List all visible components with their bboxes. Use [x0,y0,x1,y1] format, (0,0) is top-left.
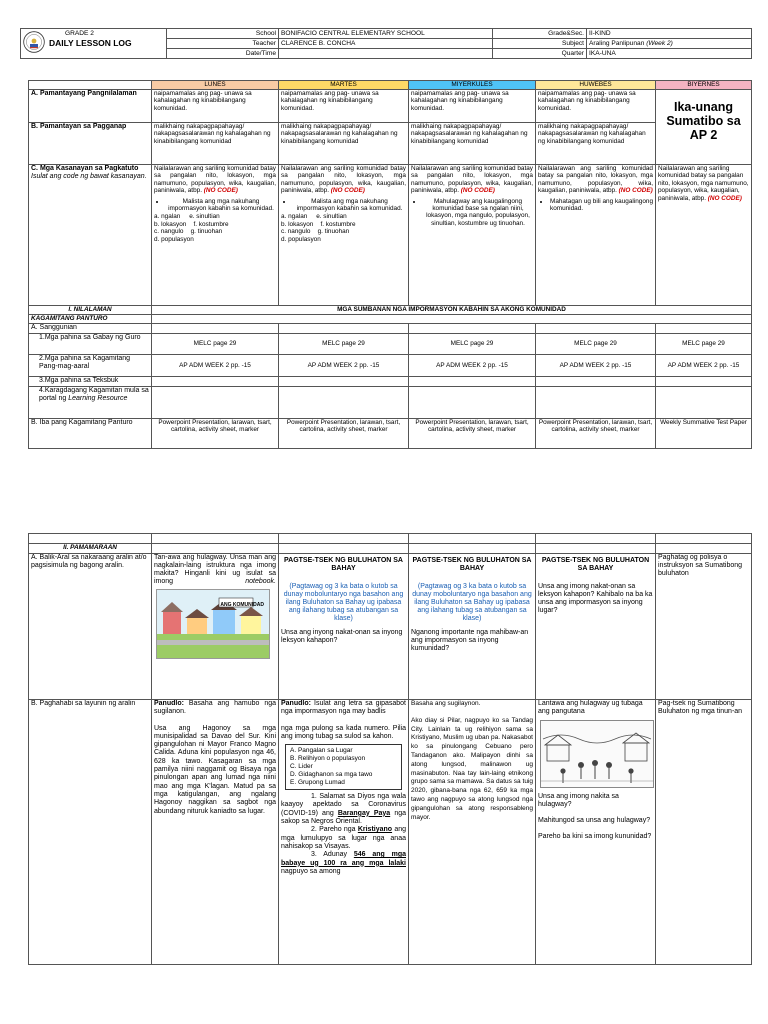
datetime-value [279,49,493,59]
community-illustration [156,589,270,659]
item-2-underlined: Kristiyano [357,826,393,834]
competency-thu [536,165,656,306]
competency-text: Nailalarawan ang sariling komunidad batay sa pangalan nito, lokasyon, mga namumuno, populasyon, wika, kaugalian, paniniwala, atbp. [411,165,533,195]
no-code-label: (NO CODE) [203,187,238,195]
notebook-text: notebook. [245,578,276,585]
materials-thu: Powerpoint Presentation, larawan, tsart, cartolina, activity sheet, marker [536,419,656,449]
deped-seal-icon [23,31,45,53]
day-header-wed: MIYERKULES [409,81,536,90]
competency-fri [656,165,752,306]
list-item: a. ngalan [281,213,308,221]
day-header-thu: HUWEBES [536,81,656,90]
day-header-fri: BIYERNES [656,81,752,90]
subject-value [587,39,752,49]
competency-mon [152,165,279,306]
content-standard-thu: naipamamalas ang pag- unawa sa kahalagahan ng kinabibilangang komunidad. [536,90,656,123]
pamamaraan-label: II. PAMAMARAAN [29,544,152,554]
no-code-label: (NO CODE) [618,187,653,195]
gradesec-value: II-KIND [587,29,752,39]
picture-instruction: Lantawa ang hulagway ug tubaga ang pangutana [538,700,643,715]
info-list [154,213,276,243]
row-label-kasanayan [29,165,152,306]
review-instruction: Tan-awa ang hulagway. Unsa man ang nagkalain-laing istruktura nga imong makita? Hinganli kini ug isulat sa imong [154,554,276,585]
materials-mon: Powerpoint Presentation, larawan, tsart, cartolina, activity sheet, marker [152,419,279,449]
nilalaman-label: I. NILALAMAN [29,306,152,315]
item-1-rest: nga sakop sa Negros Oriental. [281,809,406,826]
choice-item: E. Grupong Lumad [290,779,345,787]
check-title: PAGTSE-TSEK NG BULUHATON SA BAHAY [412,557,532,572]
review-wed [409,554,536,700]
item-1-text: 1. Salamat sa Diyos nga wala kaayoy apektado sa Coronavirus (COVID-19) ang [281,793,406,817]
school-value: BONIFACIO CENTRAL ELEMENTARY SCHOOL [279,29,493,39]
item-2 [281,826,406,851]
item-1 [281,793,406,826]
item-3-text: 3. Adunay [311,851,348,859]
performance-standard-thu: malikhaing nakapagpapahayag/ nakapagsasalarawan ng kahalagahan ng kinabibilangang komunidad [536,123,656,165]
day-header-tue: MARTES [279,81,409,90]
adm-tue: AP ADM WEEK 2 pp. -15 [279,355,409,377]
log-title: DAILY LESSON LOG [49,38,132,48]
instruction-text-2: nga mga pulong sa kada numero. Pilia ang imong tubag sa sulod sa kahon. [281,724,406,740]
list-item: b. lokasyon [154,220,187,228]
quarter-value: IKA-UNA [587,49,752,59]
item-3-underlined: 546 ang mga babaye ug 100 ra ang mga lalaki [281,851,406,867]
list-item: d. populasyon [154,235,194,243]
objective-thu [536,700,656,965]
review-question: Nganong importante nga mahibaw-an ang impormasyon sa inyong kumunidad? [411,629,529,652]
objective-tue [279,700,409,965]
bullet-objective: • Malista ang mga nakuhang impormasyon kabahin sa komunidad. [293,198,406,213]
materials-tue: Powerpoint Presentation, larawan, tsart, cartolina, activity sheet, marker [279,419,409,449]
list-item: b. lokasyon [281,220,314,228]
review-thu [536,554,656,700]
question-3: Pareho ba kini sa imong kununidad? [538,833,652,840]
review-tue [279,554,409,700]
choice-item: A. Pangalan sa Lugar [290,747,353,755]
teksbuk-label: 3.Mga pahina sa Teksbuk [29,377,152,387]
performance-standard-wed: malikhaing nakapagpapahayag/ nakapagsasalarawan ng kahalagahan ng kinabibilangang komunidad [409,123,536,165]
check-title: PAGTSE-TSEK NG BULUHATON SA BAHAY [283,557,403,572]
list-item: e. sinultian [189,213,220,221]
kagamitan-label: KAGAMITANG PANTURO [29,315,152,324]
datetime-label: Date/Time [167,49,279,59]
panudlo-label: Panudlo: [281,700,311,707]
list-item: d. populasyon [281,235,321,243]
melc-mon: MELC page 29 [152,334,279,355]
competency-text: Nailalarawan ang sariling komunidad batay sa pangalan nito, lokasyon, mga namumuno, populasyon, wika, kaugalian, paniniwala, atbp. [281,165,406,195]
iba-pang-label: B. Iba pang Kagamitang Panturo [29,419,152,449]
list-item: e. sinultian [316,213,347,221]
adm-wed: AP ADM WEEK 2 pp. -15 [409,355,536,377]
objective-fri: Pag-tsek ng Sumatibong Buluhaton ng mga tinun-an [656,700,752,965]
list-item: f. kostumbre [193,220,229,228]
kagamitan-empty [152,315,752,324]
school-label: School [167,29,279,39]
no-code-label: (NO CODE) [460,187,495,195]
gabay-guro-label: 1.Mga pahina sa Gabay ng Guro [29,334,152,355]
kasanayan-note: Isulat ang code ng bawat kasanayan. [31,173,147,180]
item-2-rest: ang mga lumulupyo sa lugar nga anaa nahisakop sa Visayas. [281,826,406,850]
festival-illustration [540,720,654,788]
list-item: f. kostumbre [320,220,356,228]
quarter-label: Quarter [493,49,587,59]
subject-label: Subject [493,39,587,49]
review-question: Unsa ang imong nakat-onan sa leksyon kahapon? Kahibalo na ba ka unsa ang impormasyon sa inyong lugar? [538,583,653,614]
no-code-label: (NO CODE) [330,187,365,195]
item-3 [281,851,406,876]
learning-resource-text: Learning Resource [68,395,128,402]
adm-thu: AP ADM WEEK 2 pp. -15 [536,355,656,377]
story-text: Usa ang Hagonoy sa mga munisipalidad sa Davao del Sur. Kini gipangulohan ni Mayor Franco Magno Calida. Aduna kini populasyon nga 46, 628 ka tawo. Kasagaran sa mga pamilya niini naggamit og Bisaya nga pinulongan apan ang lumad nga niini mao ang mga K'lagan. Matud pa sa mga katigulangan, ang ngalang Hagonoy naggikan sa sagbot nga abundang nituruk kaniadto sa lugar. [154,724,276,815]
item-2-text: 2. Pareho nga [311,826,356,834]
sanggunian-label: A. Sanggunian [29,324,152,334]
melc-wed: MELC page 29 [409,334,536,355]
materials-wed: Powerpoint Presentation, larawan, tsart, cartolina, activity sheet, marker [409,419,536,449]
item-3-rest: nagpuyo sa among [281,867,341,875]
story-text: Ako diay si Pilar, nagpuyo ko sa Tandag City. Lainlain ta ug relihiyon sama sa Kristiyano, Muslim ug uban pa. Nakasabot ko sa pinulongang Cebuano pero Tandaganon ako. Malipayon dinhi sa atong lungsod, malinawon ug masinabuton. Naa tay lain-laing etnikong grupo sama sa mamawa. Sa datus sa tuig 2020, gibana-bana nga 62, 659 ka mga tawo ang nagpuyo sa atong lungsod nga gipangulohan sa atong responsableng mayor. [411,716,533,821]
bullet-objective: • Mahatagan ug bili ang kaugalingong komunidad. [550,198,653,213]
instruction-text: Isulat ang letra sa gipasabot nga impormasyon nga may badlis [281,700,406,716]
karagdagang-text: 4.Karagdagang Kagamitan mula sa portal ng [39,387,149,402]
content-standard-tue: naipamamalas ang pag- unawa sa kahalagahan ng kinabibilangang komunidad. [279,90,409,123]
friday-summative-title: Ika-unang Sumatibo sa AP 2 [656,90,752,165]
info-list [281,213,406,243]
gradesec-label: Grade&Sec. [493,29,587,39]
balik-aral-label: A. Balik-Aral sa nakaraang aralin at/o pagsisimula ng bagong aralin. [29,554,152,700]
competency-text: Nailalarawan ang sariling komunidad batay sa pangalan nito, lokasyon, mga namumuno, populasyon, wika, kaugalian, paniniwala, atbp. [538,165,653,195]
item-1-underlined: Barangay Paya [337,809,391,817]
grade-label: GRADE 2 [65,30,94,37]
subject-week: (Week 2) [646,40,673,47]
objective-mon [152,700,279,965]
melc-thu: MELC page 29 [536,334,656,355]
instruction-text: Basaha ang hamubo nga sugilanon. [154,700,276,716]
list-item: c. nangulo [281,228,311,236]
list-item: c. nangulo [154,228,184,236]
list-item: a. ngalan [154,213,181,221]
teacher-value: CLARENCE B. CONCHA [279,39,493,49]
day-header-mon: LUNES [152,81,279,90]
read-instruction: Basaha ang sugilaynon. [411,700,481,707]
subject-name: Araling Panlipunan [589,40,645,47]
lesson-table-part1 [28,80,752,449]
bullet-objective: • Mahulagway ang kaugalingong komunidad base sa ngalan niini, lokasyon, mga nangulo, populasyon, sinultian, kostumbre ug tinuohan. [423,198,533,228]
choice-item: C. Lider [290,763,313,771]
question-2: Mahitungod sa unsa ang hulagway? [538,817,651,824]
teacher-label: Teacher [167,39,279,49]
performance-standard-tue: malikhaing nakapagpapahayag/ nakapagsasalarawan ng kahalagahan ng kinabibilangang komunidad [279,123,409,165]
adm-fri: AP ADM WEEK 2 pp. -15 [656,355,752,377]
competency-wed [409,165,536,306]
nilalaman-text: MGA SUMBANAN NGA IMPORMASYON KABAHIN SA AKONG KOMUNIDAD [152,306,752,315]
kagamitan-mag-aaral-label: 2.Mga pahina sa Kagamitang Pang-mag-aaral [29,355,152,377]
competency-text: Nailalarawan ang sariling komunidad batay sa pangalan nito, lokasyon, mga namumuno, populasyon, wika, kaugalian, paniniwala, atbp. [154,165,276,195]
list-item: g. tinuohan [317,228,350,236]
content-standard-mon: naipamamalas ang pag- unawa sa kahalagahan ng kinabibilangang komunidad. [152,90,279,123]
row-label-pamantayang-pangnilalaman: A. Pamantayang Pangnilalaman [29,90,152,123]
row-label-pamantayan-pagganap: B. Pamantayan sa Pagganap [29,123,152,165]
review-fri: Paghatag og polisya o instruksyon sa Sumatibong buluhaton [656,554,752,700]
objective-wed [409,700,536,965]
performance-standard-mon: malikhaing nakapagpapahayag/ nakapagsasalarawan ng kahalagahan ng kinabibilangang komunidad [152,123,279,165]
question-1: Unsa ang imong nakita sa hulagway? [538,793,619,808]
choice-item: D. Gidaghanon sa mga tawo [290,771,373,779]
melc-tue: MELC page 29 [279,334,409,355]
check-instruction: (Pagtawag og 3 ka bata o kutob sa dunay moboluntaryo nga basahon ang ilang Buluhaton sa Bahay ug ipabasa ang ilahang tubag sa atubangan sa klase) [283,583,404,622]
karagdagang-label [29,387,152,419]
bullet-objective: • Malista ang mga nakuhang impormasyon kabahin sa komunidad. [166,198,276,213]
community-picture-label: ANG KOMUNIDAD [220,602,264,608]
competency-tue [279,165,409,306]
no-code-label: (NO CODE) [707,194,742,202]
choices-box [285,744,402,790]
choice-item: B. Relihiyon o populasyon [290,755,366,763]
melc-fri: MELC page 29 [656,334,752,355]
corner-cell [29,81,152,90]
list-item: g. tinuohan [190,228,223,236]
check-title: PAGTSE-TSEK NG BULUHATON SA BAHAY [541,557,650,572]
content-standard-wed: naipamamalas ang pag- unawa sa kahalagahan ng kinabibilangang komunidad. [409,90,536,123]
paghahabi-label: B. Paghahabi sa layunin ng aralin [29,700,152,965]
lesson-table-part2 [28,533,752,965]
kasanayan-title: C. Mga Kasanayan sa Pagkatuto [31,165,139,172]
review-mon [152,554,279,700]
panudlo-label: Panudlo: [154,700,184,707]
header-table [20,28,752,59]
check-instruction: (Pagtawag og 3 ka bata o kutob sa dunay moboluntaryo nga basahon ang ilang Buluhaton sa Bahay ug ipabasa ang ilahang tubag sa atubangan sa klase) [412,583,532,622]
review-question: Unsa ang inyong nakat-onan sa inyong leksyon kahapon? [281,629,403,644]
adm-mon: AP ADM WEEK 2 pp. -15 [152,355,279,377]
materials-fri: Weekly Summative Test Paper [656,419,752,449]
competency-text: Nailalarawan ang sariling komunidad batay sa pangalan nito, lokasyon, mga namumuno, populasyon, wika, kaugalian, paniniwala, atbp. [658,165,749,202]
